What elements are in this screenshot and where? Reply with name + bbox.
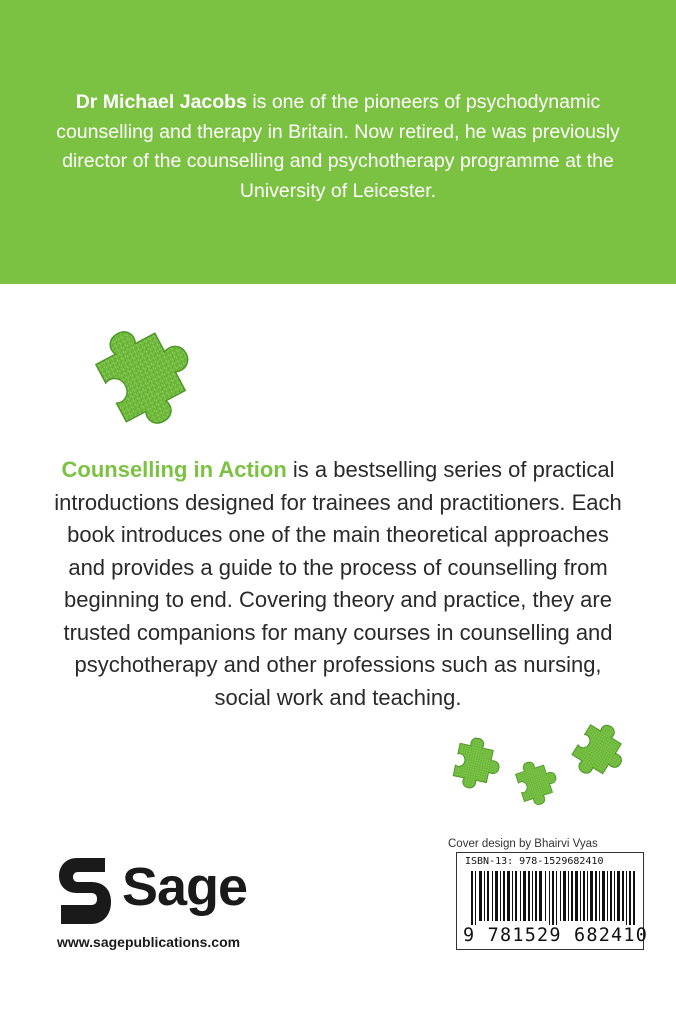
series-title: Counselling in Action	[61, 457, 287, 482]
author-bio-text: is one of the pioneers of psychodynamic counselling and therapy in Britain. Now retired, he was previously director of the counselling and psychotherapy programme at the University of Leicester.	[56, 91, 620, 202]
barcode-digits: 9 781529 682410	[463, 925, 649, 946]
isbn-label: ISBN-13: 978-1529682410	[465, 856, 604, 867]
barcode-bars	[471, 871, 635, 925]
series-description-text: is a bestselling series of practical introductions designed for trainees and practitioners. Each book introduces one of the main theoretical approaches and provides a guide to the process of counselling from beginning to end. Covering theory and practice, they are trusted companions for many courses in counselling and psychotherapy and other professions such as nursing, social work and teaching.	[54, 457, 622, 710]
puzzle-piece-icon	[568, 719, 634, 785]
author-name: Dr Michael Jacobs	[75, 91, 247, 113]
publisher-name: Sage	[122, 857, 248, 917]
puzzle-piece-icon	[510, 755, 566, 809]
author-bio	[40, 88, 636, 206]
puzzle-piece-icon	[445, 733, 511, 795]
publisher-url[interactable]: www.sagepublications.com	[57, 934, 241, 950]
puzzle-piece-icon	[84, 312, 214, 434]
isbn-barcode	[456, 852, 649, 950]
series-description	[48, 454, 628, 714]
cover-design-credit: Cover design by Bhairvi Vyas	[448, 838, 598, 850]
